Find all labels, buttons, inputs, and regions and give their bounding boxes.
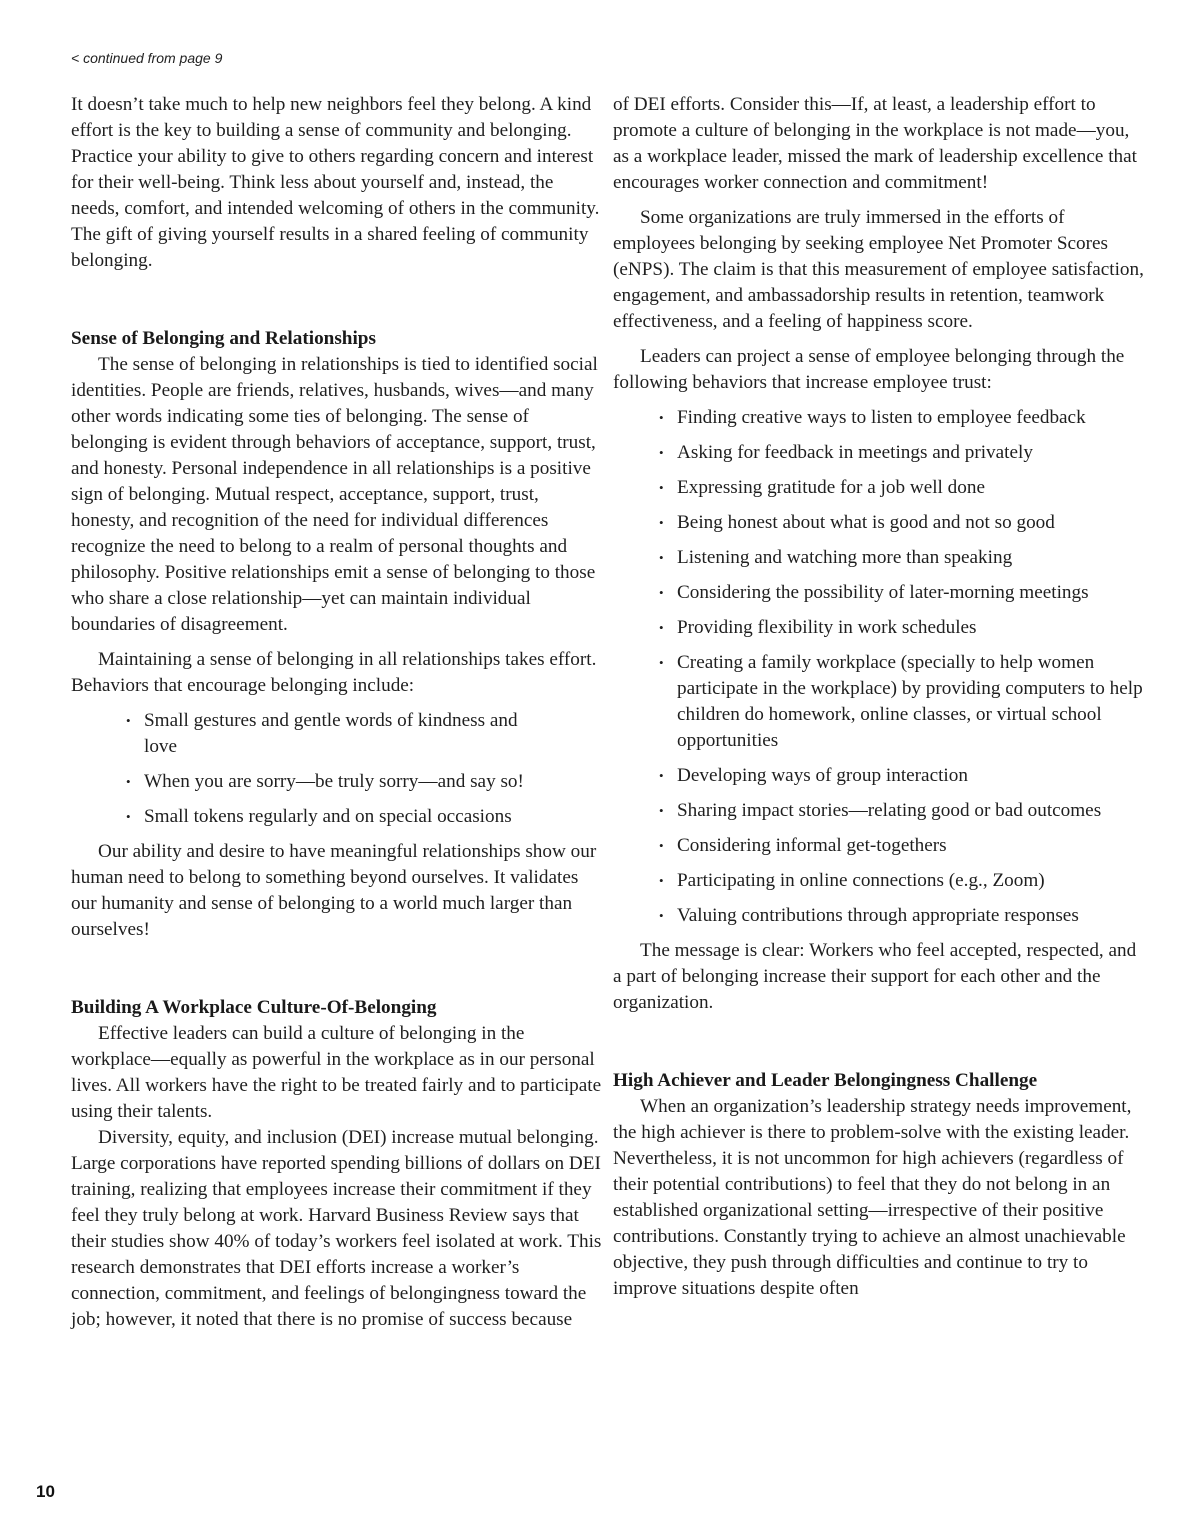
list-item xyxy=(659,798,1148,824)
section-heading-belonging-relationships: Sense of Belonging and Relationships xyxy=(71,328,376,349)
list-item-text: Finding creative ways to listen to employee feedback xyxy=(677,407,1086,428)
list-item-text: Small tokens regularly and on special occasions xyxy=(144,806,512,827)
body-paragraph: Our ability and desire to have meaningful relationships show our human need to belong to something beyond ourselves. It validates our humanity and sense of belonging to a world much larger than ourselves! xyxy=(71,841,597,940)
list-item-text: Creating a family workplace (specially to help women participate in the workplace) by providing computers to help children do homework, online classes, or virtual school opportunities xyxy=(677,652,1143,751)
list-item xyxy=(126,708,543,760)
list-item-text: Being honest about what is good and not so good xyxy=(677,512,1055,533)
section-spacer xyxy=(613,1025,1148,1068)
list-item-text: Participating in online connections (e.g., Zoom) xyxy=(677,870,1045,891)
intro-paragraph: It doesn’t take much to help new neighbors feel they belong. A kind effort is the key to building a sense of community and belonging. Practice your ability to give to others regarding concern and interest for their well-being. Think less about yourself and, instead, the needs, comfort, and intended welcoming of others in the community. The gift of giving yourself results in a shared feeling of community belonging. xyxy=(71,94,600,271)
bullet-icon: • xyxy=(659,515,664,530)
bullet-icon: • xyxy=(659,873,664,888)
body-paragraph: The message is clear: Workers who feel accepted, respected, and a part of belonging increase their support for each other and the organization. xyxy=(613,940,1137,1013)
list-item-text: Sharing impact stories—relating good or bad outcomes xyxy=(677,800,1102,821)
bullet-list-trust-behaviors xyxy=(613,405,1148,929)
list-item xyxy=(659,580,1148,606)
list-item xyxy=(126,769,543,795)
bullet-icon: • xyxy=(659,445,664,460)
section-spacer xyxy=(71,283,603,326)
bullet-icon: • xyxy=(659,908,664,923)
list-item-text: Small gestures and gentle words of kindness and love xyxy=(144,710,518,757)
list-item-text: Considering the possibility of later-morning meetings xyxy=(677,582,1089,603)
list-item xyxy=(126,804,543,830)
bullet-icon: • xyxy=(126,774,131,789)
list-item-text: Developing ways of group interaction xyxy=(677,765,968,786)
list-item xyxy=(659,763,1148,789)
list-item-text: Providing flexibility in work schedules xyxy=(677,617,977,638)
list-item xyxy=(659,903,1148,929)
body-paragraph: of DEI efforts. Consider this—If, at least, a leadership effort to promote a culture of belonging in the workplace is not made—you, as a workplace leader, missed the mark of leadership excellence that encourages worker connection and commitment! xyxy=(613,94,1137,193)
body-paragraph: When an organization’s leadership strategy needs improvement, the high achiever is there to problem-solve with the existing leader. Nevertheless, it is not uncommon for high achievers (regardless of their potential contributions) to feel that they do not belong in an established organizational setting—irrespective of their positive contributions. Constantly trying to achieve an almost unachievable objective, they push through difficulties and continue to try to improve situations despite often xyxy=(613,1096,1132,1299)
list-item xyxy=(659,868,1148,894)
bullet-icon: • xyxy=(659,585,664,600)
bullet-icon: • xyxy=(126,809,131,824)
left-column xyxy=(71,92,603,1342)
bullet-icon: • xyxy=(659,803,664,818)
bullet-icon: • xyxy=(659,655,664,670)
list-item xyxy=(659,615,1148,641)
list-item-text: Listening and watching more than speaking xyxy=(677,547,1013,568)
body-paragraph: Leaders can project a sense of employee belonging through the following behaviors that increase employee trust: xyxy=(613,346,1125,393)
list-item-text: Asking for feedback in meetings and privately xyxy=(677,442,1033,463)
body-paragraph: Diversity, equity, and inclusion (DEI) increase mutual belonging. Large corporations have reported spending billions of dollars on DEI training, realizing that employees increase their commitment if they feel they truly belong at work. Harvard Business Review says that their studies show 40% of today’s workers feel isolated at work. This research demonstrates that DEI efforts increase a worker’s connection, commitment, and feelings of belongingness toward the job; however, it noted that there is no promise of success because xyxy=(71,1127,602,1330)
list-item xyxy=(659,545,1148,571)
list-item-text: When you are sorry—be truly sorry—and say so! xyxy=(144,771,524,792)
list-item xyxy=(659,440,1148,466)
body-paragraph: Effective leaders can build a culture of belonging in the workplace—equally as powerful in the workplace as in our personal lives. All workers have the right to be treated fairly and to participate using their talents. xyxy=(71,1023,602,1122)
bullet-icon: • xyxy=(126,713,131,728)
list-item-text: Expressing gratitude for a job well done xyxy=(677,477,985,498)
body-paragraph: Maintaining a sense of belonging in all relationships takes effort. Behaviors that encourage belonging include: xyxy=(71,649,597,696)
list-item xyxy=(659,650,1148,754)
bullet-icon: • xyxy=(659,480,664,495)
list-item xyxy=(659,833,1148,859)
bullet-list-belonging-behaviors xyxy=(71,708,603,830)
bullet-icon: • xyxy=(659,768,664,783)
section-heading-high-achiever: High Achiever and Leader Belongingness Challenge xyxy=(613,1070,1038,1091)
bullet-icon: • xyxy=(659,410,664,425)
bullet-icon: • xyxy=(659,550,664,565)
continued-from-note: < continued from page 9 xyxy=(71,50,223,66)
list-item xyxy=(659,475,1148,501)
right-column xyxy=(613,92,1148,1311)
bullet-icon: • xyxy=(659,620,664,635)
page-number: 10 xyxy=(36,1482,55,1501)
list-item xyxy=(659,405,1148,431)
section-spacer xyxy=(71,952,603,995)
section-heading-workplace-culture: Building A Workplace Culture-Of-Belonging xyxy=(71,997,437,1018)
list-item xyxy=(659,510,1148,536)
list-item-text: Valuing contributions through appropriate responses xyxy=(677,905,1079,926)
list-item-text: Considering informal get-togethers xyxy=(677,835,947,856)
body-paragraph: The sense of belonging in relationships is tied to identified social identities. People are friends, relatives, husbands, wives—and many other words indicating some ties of belonging. The sense of belonging is evident through behaviors of acceptance, support, trust, and honesty. Personal independence in all relationships is a positive sign of belonging. Mutual respect, acceptance, support, trust, honesty, and recognition of the need for individual differences recognize the need to belong to a realm of personal thoughts and philosophy. Positive relationships emit a sense of belonging to those who share a close relationship—yet can maintain individual boundaries of disagreement. xyxy=(71,354,598,635)
bullet-icon: • xyxy=(659,838,664,853)
body-paragraph: Some organizations are truly immersed in the efforts of employees belonging by seeking employee Net Promoter Scores (eNPS). The claim is that this measurement of employee satisfaction, engagement, and ambassadorship results in retention, teamwork effectiveness, and a feeling of happiness score. xyxy=(613,207,1144,332)
